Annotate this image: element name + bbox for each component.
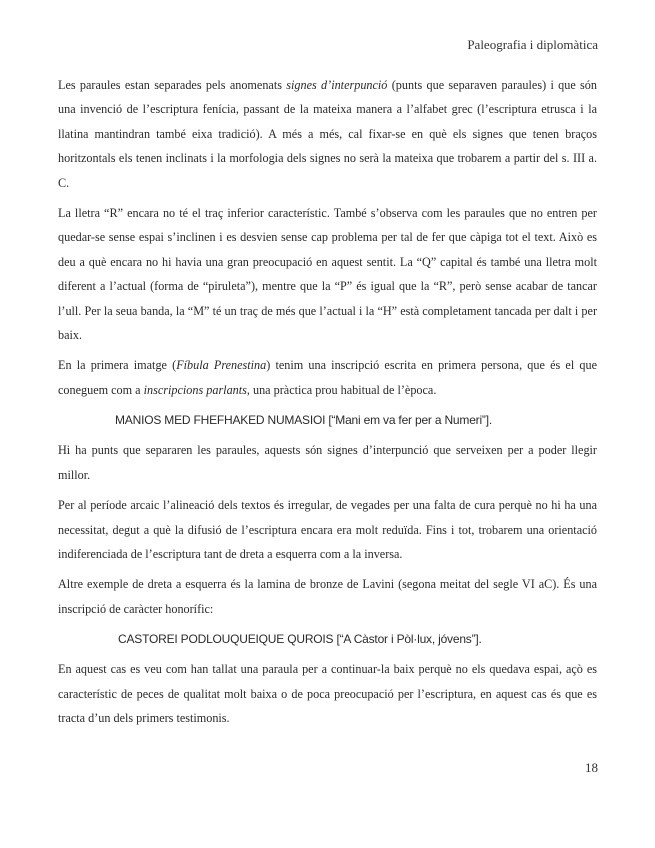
inscription-quote-castorei: CASTOREI PODLOUQUEIQUE QUROIS [“A Càstor i Pòl·lux, jóvens”]. [118,632,482,647]
document-body [58,73,597,736]
paragraph-text: Les paraules estan separades pels anomenats [58,78,287,92]
inscription-quote-manios: MANIOS MED FHEFHAKED NUMASIOI [“Mani em va fer per a Numeri”]. [115,413,492,428]
page-number: 18 [585,760,598,775]
paragraph-conclusion: En aquest cas es veu com han tallat una paraula per a continuar-la baix perquè no els quedava espai, açò es característic de peces de qualitat molt baixa o de poca preocupació per l’escriptura, en aquest cas és que es tracta d’un dels primers testimonis. [58,662,597,725]
paragraph-text: ) tenim una inscripció escrita en primera persona, que és el que coneguem com a [58,358,597,397]
paragraph-text: , una pràctica prou habitual de l’època. [246,382,437,397]
paragraph-letter-forms: La lletra “R” encara no té el traç inferior característic. També s’observa com les paraules que no entren per quedar-se sense espai s’inclinen i es desvien sense cap problema per tal de fer que càpiga tot el text. Això es deu a què encara no hi havia una gran preocupació en aquest sentit. La “Q” capital és també una lletra molt diferent a l’actual (forma de “piruleta”), mentre que la “P” és igual que la “R”, però sense acabar de tancar l’ull. Per la seua banda, la “M” té un traç de més que l’actual i la “H” està completament tancada per dalt i per baix. [58,206,597,343]
italic-term: Fíbula Prenestina [176,358,267,373]
paragraph-interpunction [58,73,597,195]
paragraph-text: (punts que separaven paraules) i que són una invenció de l’escriptura fenícia, passant de la mateixa manera a l’alfabet grec (l’escriptura etrusca i la llatina mantindran també eixa tradició). A més a més, cal fixar-se en què els signes que tenen braços horitzontals els tenen inclinats i la morfologia dels signes no serà la mateixa que trobarem a partir del s. III a. C. [58,78,597,190]
italic-term: signes d’interpunció [286,78,388,92]
paragraph-lavini: Altre exemple de dreta a esquerra és la lamina de bronze de Lavini (segona meitat del segle VI aC). És una inscripció de caràcter honorífic: [58,577,597,616]
running-header: Paleografia i diplomàtica [467,37,598,52]
paragraph-fibula [58,353,597,402]
paragraph-text: En la primera imatge ( [58,358,177,373]
italic-term: inscripcions parlants [143,382,247,397]
paragraph-archaic-alignment: Per al període arcaic l’alineació dels textos és irregular, de vegades per una falta de cura perquè no hi ha una necessitat, degut a què la difusió de l’escriptura encara era molt reduïda. Fins i tot, trobarem una orientació indiferenciada de l’escriptura tant de dreta a esquerra com a la inversa. [58,498,597,561]
paragraph-word-dots: Hi ha punts que separaren les paraules, aquests són signes d’interpunció que serveixen per a poder llegir millor. [58,443,597,482]
